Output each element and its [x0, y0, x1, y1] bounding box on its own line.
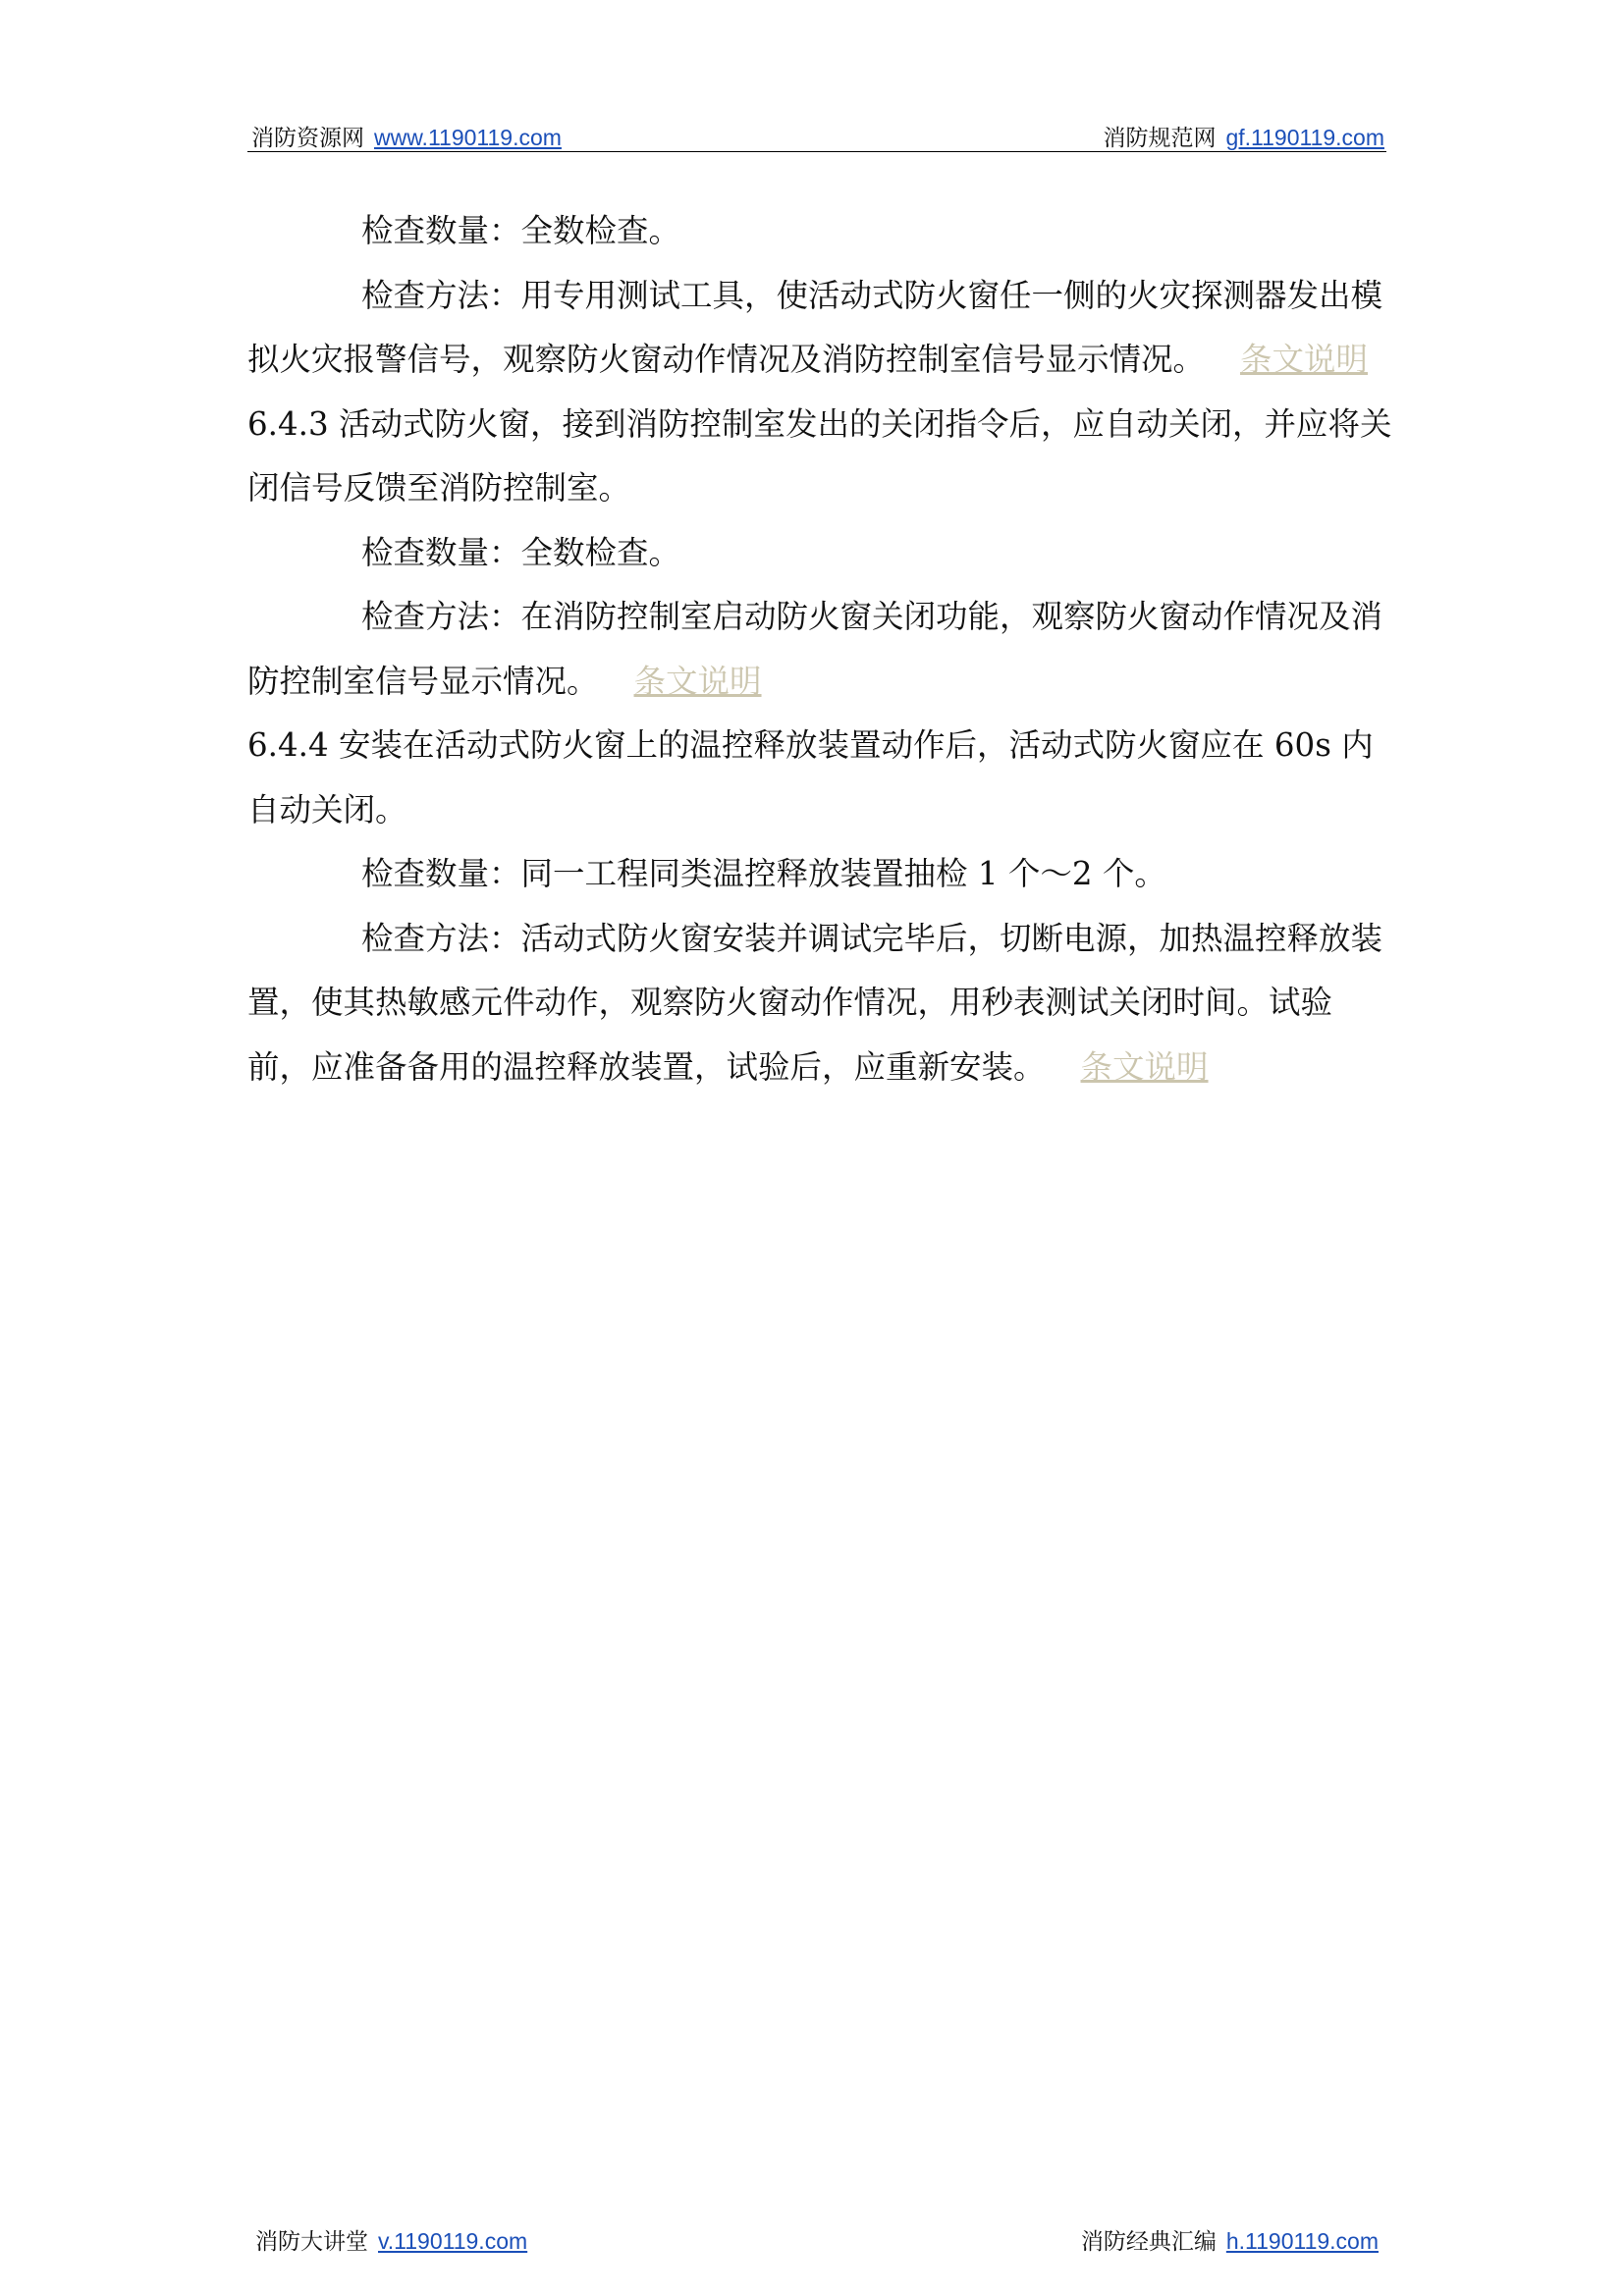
paragraph-text: 检查方法：用专用测试工具，使活动式防火窗任一侧的火灾探测器发出模拟火灾报警信号，观察防火窗动作情况及消防控制室信号显示情况。 [247, 276, 1383, 378]
clause-explanation-link[interactable]: 条文说明 [1080, 1047, 1209, 1086]
footer-right-site: 消防经典汇编 [1080, 2229, 1217, 2255]
inspection-quantity-1 [247, 199, 1394, 264]
inspection-quantity-3 [247, 842, 1394, 907]
page-header [247, 116, 1386, 152]
document-body [247, 199, 1394, 1099]
clause-6-4-4 [247, 714, 1394, 842]
paragraph-text: 检查数量：全数检查。 [361, 212, 681, 249]
inspection-method-1 [247, 264, 1394, 393]
paragraph-text: 检查方法：在消防控制室启动防火窗关闭功能，观察防火窗动作情况及消防控制室信号显示情况。 [247, 598, 1383, 700]
clause-explanation-link[interactable]: 条文说明 [633, 662, 762, 700]
header-left-site: 消防资源网 [251, 126, 364, 151]
footer-left-link[interactable]: v.1190119.com [378, 2228, 528, 2254]
paragraph-text: 检查数量：同一工程同类温控释放装置抽检 1 个～2 个。 [361, 855, 1166, 892]
footer-right [1081, 2223, 1379, 2256]
header-left-link[interactable]: www.1190119.com [374, 125, 562, 150]
inspection-method-3 [247, 907, 1394, 1100]
footer-left [255, 2223, 527, 2256]
inspection-quantity-2 [247, 521, 1394, 586]
inspection-method-2 [247, 585, 1394, 714]
header-right-link[interactable]: gf.1190119.com [1225, 125, 1384, 150]
footer-right-link[interactable]: h.1190119.com [1225, 2228, 1379, 2254]
paragraph-text: 6.4.3 活动式防火窗，接到消防控制室发出的关闭指令后，应自动关闭，并应将关闭信号反馈至消防控制室。 [247, 404, 1392, 507]
paragraph-text: 6.4.4 安装在活动式防火窗上的温控释放装置动作后，活动式防火窗应在 60s 内自动关闭。 [247, 726, 1374, 828]
header-right-site: 消防规范网 [1103, 126, 1217, 151]
clause-6-4-3 [247, 393, 1394, 521]
header-right [1103, 120, 1384, 152]
clause-explanation-link[interactable]: 条文说明 [1240, 341, 1369, 378]
paragraph-text: 检查方法：活动式防火窗安装并调试完毕后，切断电源，加热温控释放装置，使其热敏感元件动作，观察防火窗动作情况，用秒表测试关闭时间。试验前，应准备备用的温控释放装置，试验后，应重新安装。 [247, 919, 1383, 1086]
footer-left-site: 消防大讲堂 [255, 2229, 368, 2255]
header-left [251, 120, 562, 152]
paragraph-text: 检查数量：全数检查。 [361, 533, 681, 571]
